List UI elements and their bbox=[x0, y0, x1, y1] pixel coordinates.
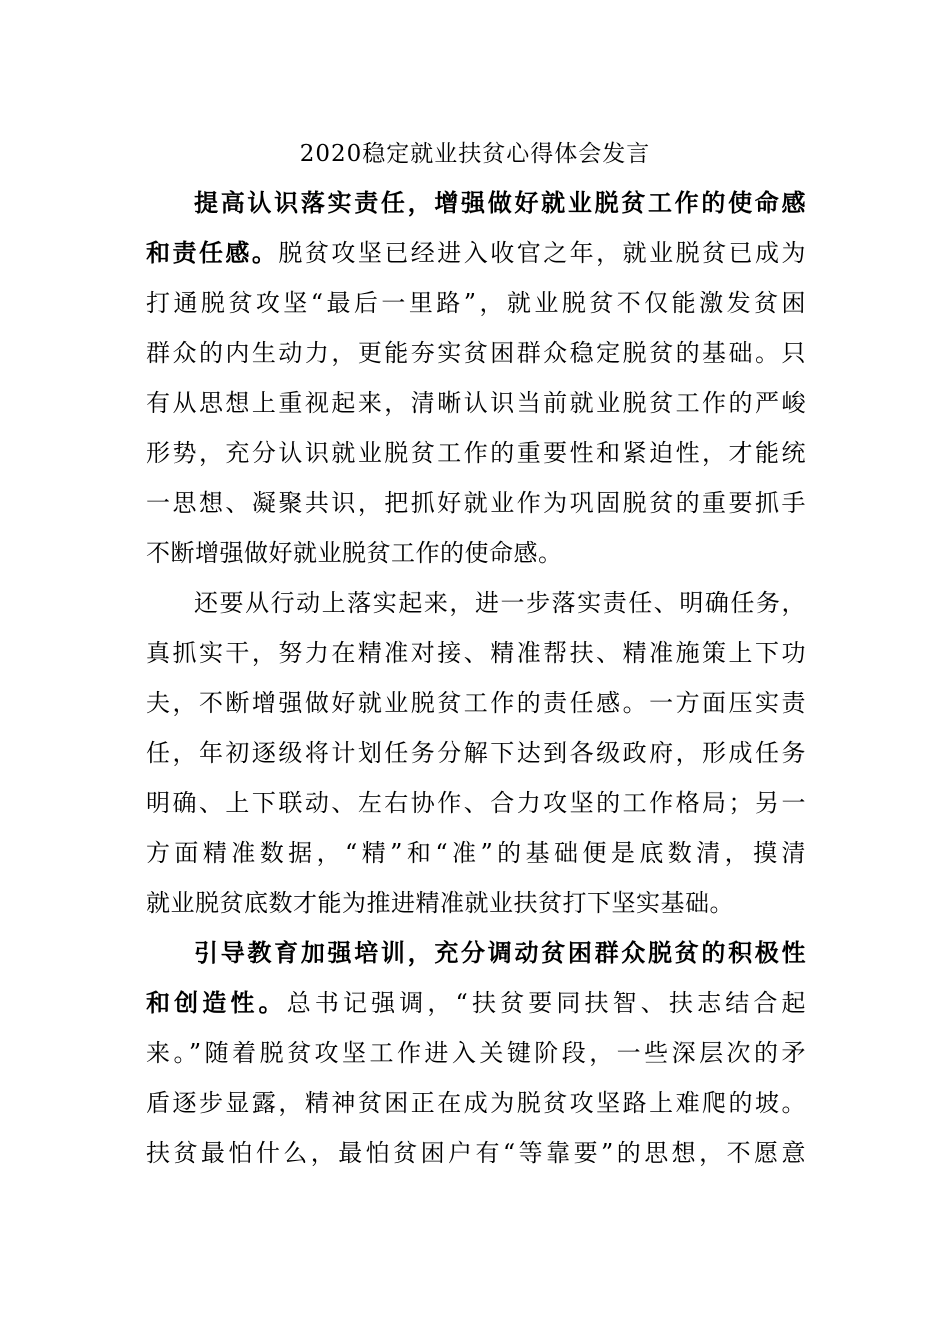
p1-line5: 有从思想上重视起来，清晰认识当前就业脱贫工作的严峻 bbox=[146, 389, 806, 417]
p2-line2: 真抓实干，努力在精准对接、精准帮扶、精准施策上下功 bbox=[146, 639, 806, 667]
p3-line3: 来。”随着脱贫攻坚工作进入关键阶段，一些深层次的矛 bbox=[146, 1039, 806, 1067]
p3-line2 bbox=[146, 986, 806, 1020]
p3-line4: 盾逐步显露，精神贫困正在成为脱贫攻坚路上难爬的坡。 bbox=[146, 1089, 806, 1117]
p1-line4: 群众的内生动力，更能夯实贫困群众稳定脱贫的基础。只 bbox=[146, 339, 806, 367]
p3-heading-line1: 引导教育加强培训，充分调动贫困群众脱贫的积极性 bbox=[194, 938, 806, 967]
p1-line2 bbox=[146, 236, 806, 270]
p3-heading-line2: 和创造性。 bbox=[146, 988, 287, 1017]
p1-heading-line2: 和责任感。 bbox=[146, 238, 279, 267]
p1-line7: 一思想、凝聚共识，把抓好就业作为巩固脱贫的重要抓手 bbox=[146, 489, 806, 517]
p3-line5: 扶贫最怕什么，最怕贫困户有“等靠要”的思想，不愿意 bbox=[146, 1139, 806, 1167]
p1-line8: 不断增强做好就业脱贫工作的使命感。 bbox=[146, 539, 563, 567]
document-title: 2020稳定就业扶贫心得体会发言 bbox=[299, 141, 651, 167]
p2-line7: 就业脱贫底数才能为推进精准就业扶贫打下坚实基础。 bbox=[146, 889, 734, 917]
p2-line6: 方面精准数据，“精”和“准”的基础便是底数清，摸清 bbox=[146, 839, 806, 867]
p1-line3: 打通脱贫攻坚“最后一里路”，就业脱贫不仅能激发贫困 bbox=[146, 289, 806, 317]
p3-line2-text: 总书记强调，“扶贫要同扶智、扶志结合起 bbox=[286, 989, 806, 1017]
p1-heading-line1: 提高认识落实责任，增强做好就业脱贫工作的使命感 bbox=[194, 188, 806, 217]
p2-line5: 明确、上下联动、左右协作、合力攻坚的工作格局；另一 bbox=[146, 789, 806, 817]
p2-line3: 夫，不断增强做好就业脱贫工作的责任感。一方面压实责 bbox=[146, 689, 806, 717]
p1-line6: 形势，充分认识就业脱贫工作的重要性和紧迫性，才能统 bbox=[146, 439, 806, 467]
p2-line1: 还要从行动上落实起来，进一步落实责任、明确任务， bbox=[194, 589, 806, 617]
p1-line2-text: 脱贫攻坚已经进入收官之年，就业脱贫已成为 bbox=[278, 239, 807, 267]
p2-line4: 任，年初逐级将计划任务分解下达到各级政府，形成任务 bbox=[146, 739, 806, 767]
